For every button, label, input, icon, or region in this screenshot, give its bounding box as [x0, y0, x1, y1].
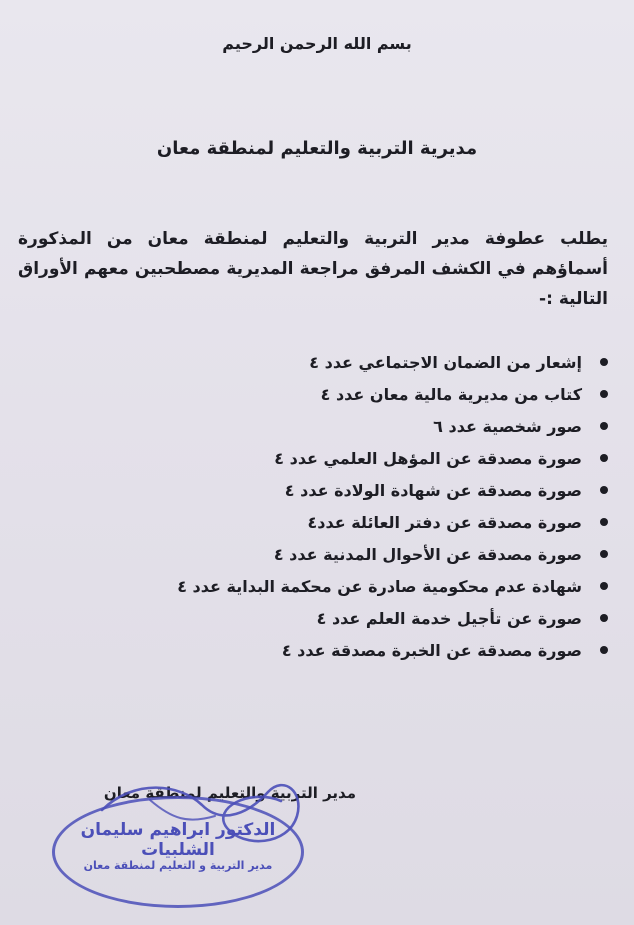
signature-title: مدير التربية والتعليم لمنطقة معان: [103, 784, 356, 802]
list-item: [48, 474, 608, 506]
bullet-icon: [600, 422, 608, 430]
bullet-icon: [600, 486, 608, 494]
required-documents-list: [48, 346, 608, 666]
list-item-text: صورة مصدقة عن المؤهل العلمي عدد ٤: [274, 448, 582, 468]
stamp-role: مدير التربية و التعليم لمنطقة معان: [83, 859, 273, 872]
bullet-icon: [600, 582, 608, 590]
basmala-heading: بسم الله الرحمن الرحيم: [222, 34, 412, 53]
bullet-icon: [600, 614, 608, 622]
list-item-text: صورة مصدقة عن دفتر العائلة عدد٤: [307, 512, 582, 532]
list-item-text: صور شخصية عدد ٦: [433, 416, 582, 436]
bullet-icon: [600, 646, 608, 654]
list-item: [48, 506, 608, 538]
list-item: [48, 378, 608, 410]
list-item: [48, 602, 608, 634]
intro-paragraph: يطلب عطوفة مدير التربية والتعليم لمنطقة معان من المذكورة أسماؤهم في الكشف المرفق مراجعة المديرية مصطحبين معهم الأوراق التالية :-: [18, 229, 608, 309]
bullet-icon: [600, 390, 608, 398]
list-item-text: إشعار من الضمان الاجتماعي عدد ٤: [309, 352, 582, 372]
list-item-text: صورة مصدقة عن الأحوال المدنية عدد ٤: [273, 544, 582, 564]
list-item-text: صورة مصدقة عن الخبرة مصدقة عدد ٤: [281, 640, 582, 660]
list-item: [48, 346, 608, 378]
bullet-icon: [600, 454, 608, 462]
list-item: [48, 410, 608, 442]
stamp-name: الدكتور ابراهيم سليمان الشلبيات: [80, 820, 276, 860]
list-item-text: صورة مصدقة عن شهادة الولادة عدد ٤: [284, 480, 582, 500]
official-stamp: [52, 796, 304, 908]
directorate-title: مديرية التربية والتعليم لمنطقة معان: [156, 138, 478, 159]
list-item-text: صورة عن تأجيل خدمة العلم عدد ٤: [316, 608, 582, 628]
list-item: [48, 538, 608, 570]
list-item-text: كتاب من مديرية مالية معان عدد ٤: [320, 384, 582, 404]
bullet-icon: [600, 518, 608, 526]
bullet-icon: [600, 550, 608, 558]
bullet-icon: [600, 358, 608, 366]
list-item: [48, 442, 608, 474]
list-item: [48, 634, 608, 666]
list-item-text: شهادة عدم محكومية صادرة عن محكمة البداية عدد ٤: [177, 576, 582, 596]
list-item: [48, 570, 608, 602]
